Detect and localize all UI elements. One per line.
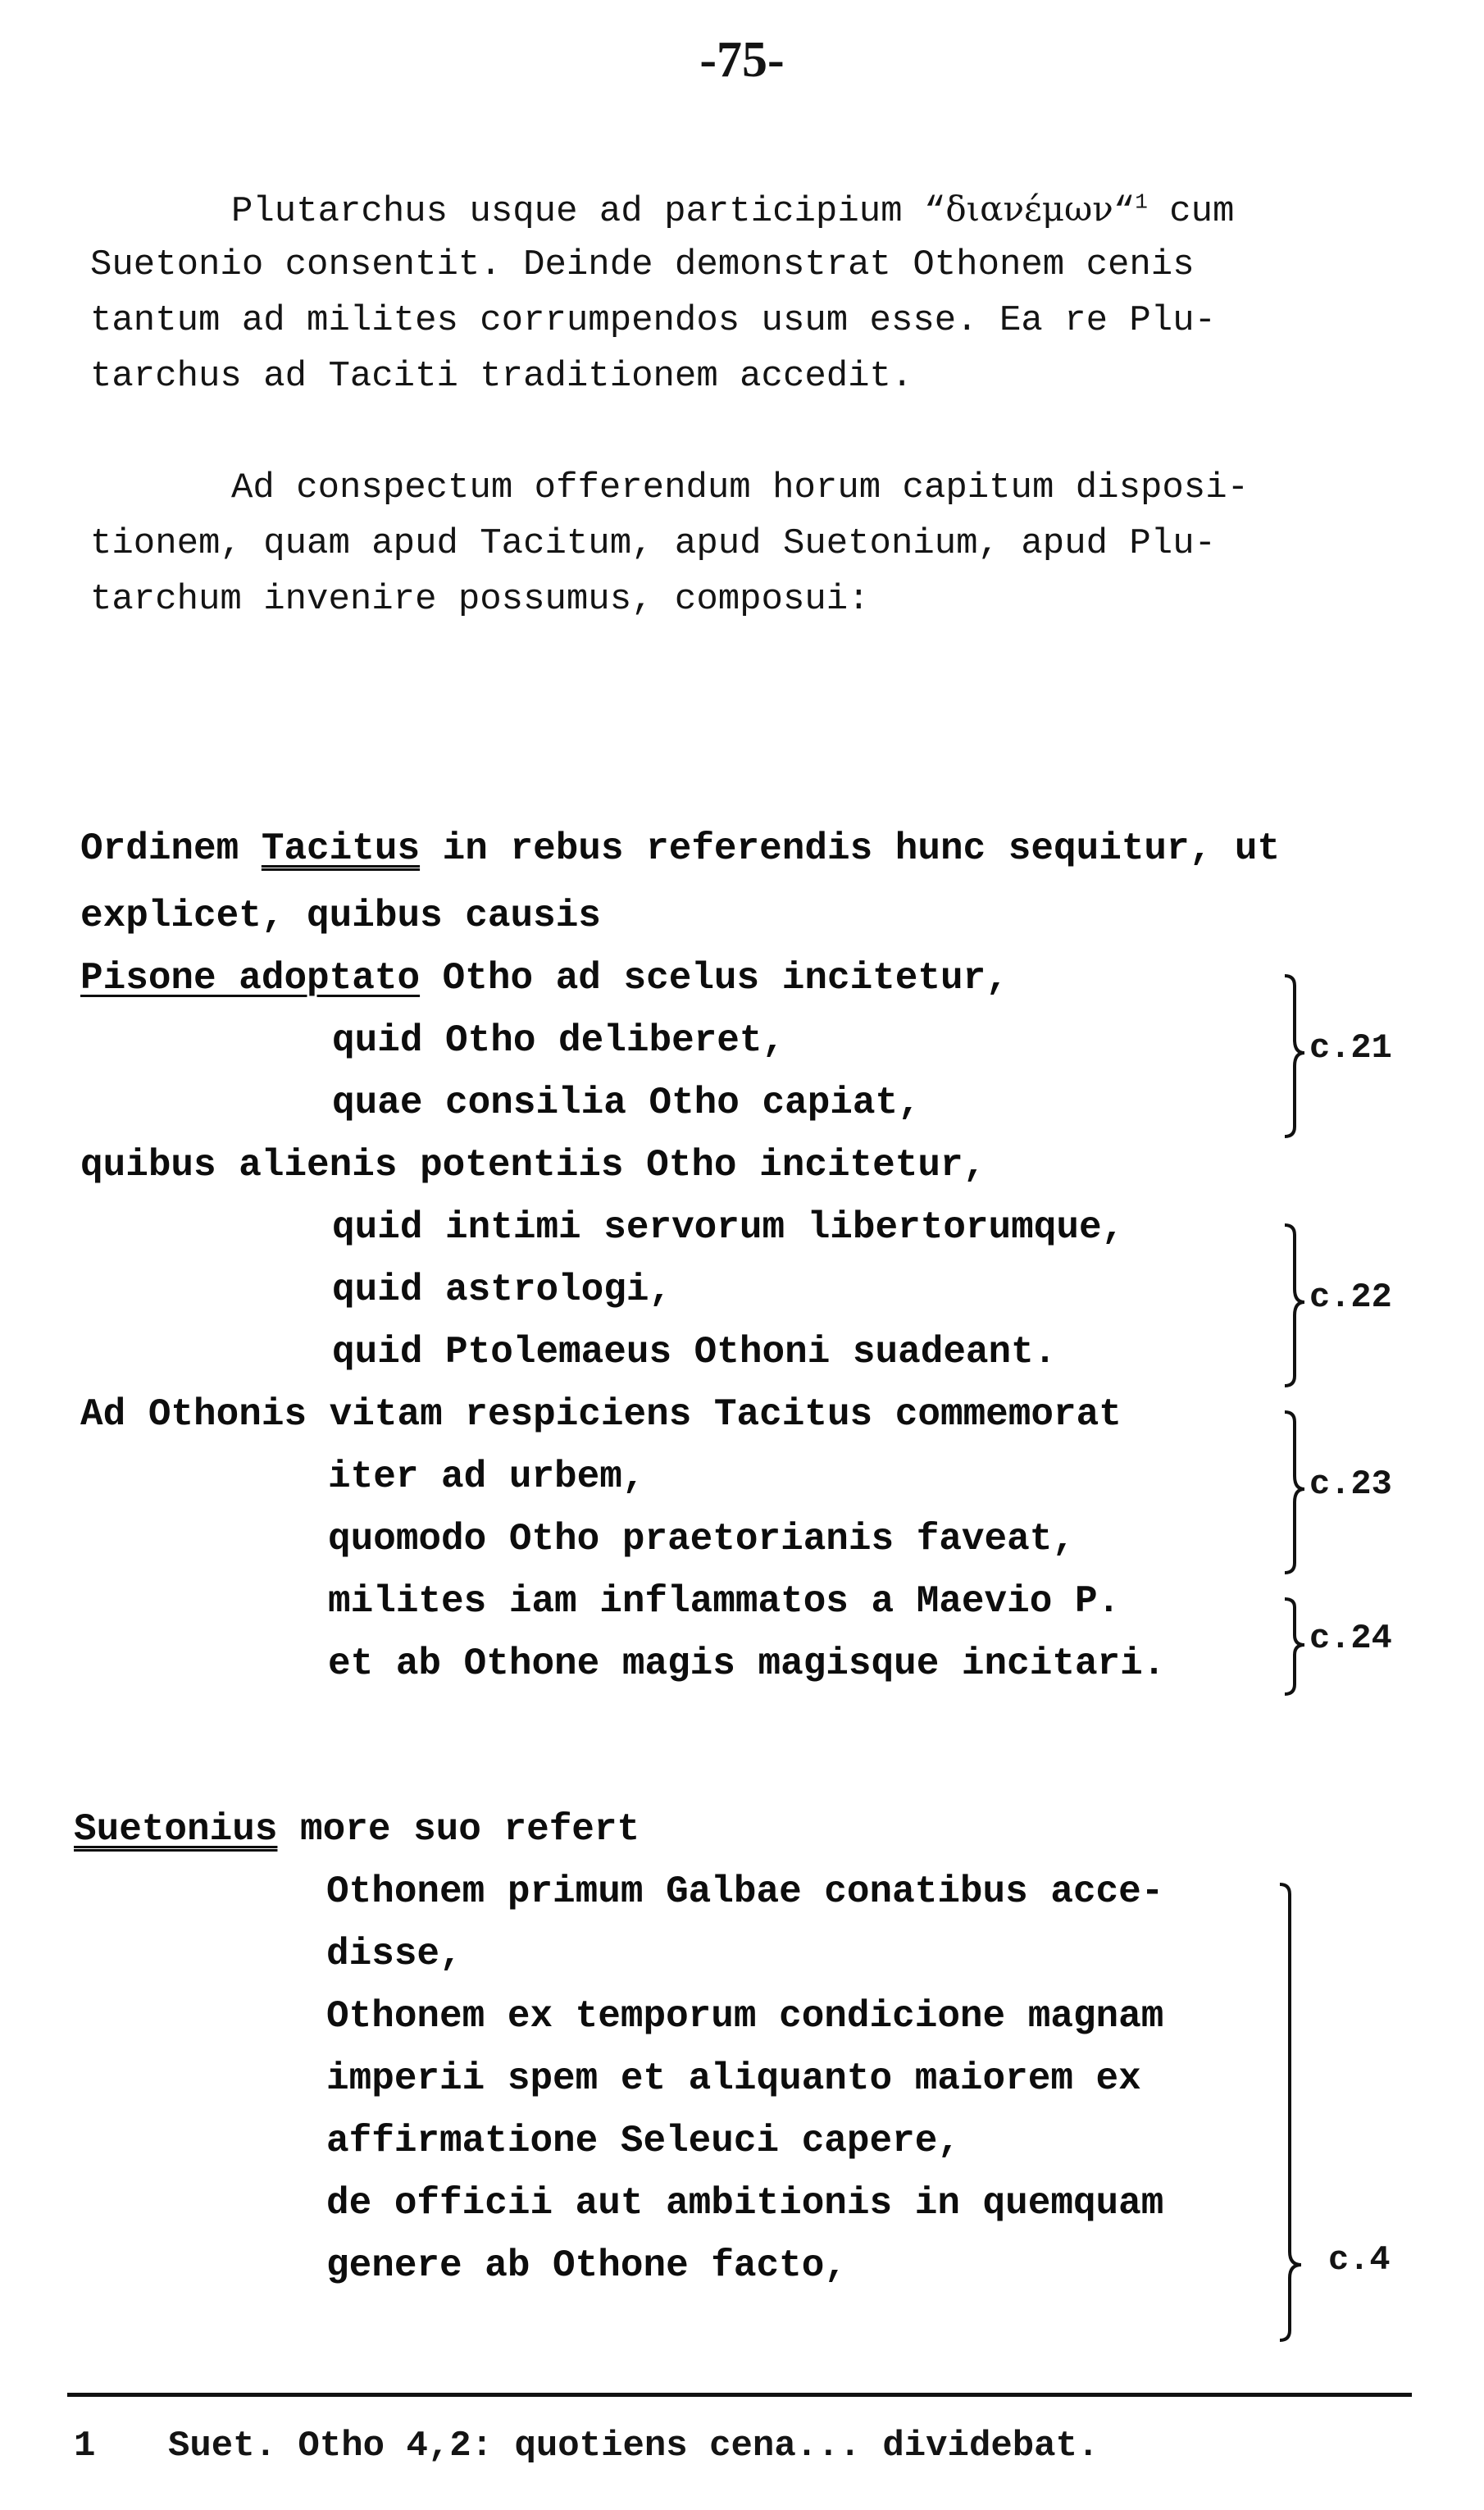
pisone-adoptato-underlined: Pisone adoptato [80,957,421,1000]
suetonius-line-4: Othonem ex temporum condicione magnam [326,1995,1164,2038]
tacitus-line-11: iter ad urbem, [328,1455,645,1498]
paragraph-1-line-2: Suetonio consentit. Deinde demonstrat Othonem cenis [90,244,1195,285]
footnote-number: 1 [74,2426,96,2467]
tacitus-line-3-rest: Otho ad scelus incitetur, [420,957,1008,1000]
suetonius-line-7: de officii aut ambitionis in quemquam [326,2182,1164,2225]
tacitus-intro-word: Ordinem [80,827,262,870]
tacitus-intro-rest: in rebus referendis hunc sequitur, ut [420,827,1281,870]
tacitus-line-5: quae consilia Otho capiat, [332,1082,921,1124]
suetonius-line-6: affirmatione Seleuci capere, [326,2120,960,2162]
author-suetonius: Suetonius [74,1808,278,1851]
tacitus-line-12: quomodo Otho praetorianis faveat, [328,1518,1075,1560]
chapter-ref-c24: c.24 [1309,1619,1392,1658]
greek-participle: διανέμων [945,189,1113,229]
tacitus-line-8: quid astrologi, [332,1269,672,1311]
paragraph-2-line-3: tarchum invenire possumus, composui: [90,579,870,620]
bracket-c4 [1275,1883,1316,2342]
chapter-ref-c21: c.21 [1309,1028,1392,1068]
tacitus-line-4: quid Otho deliberet, [332,1019,785,1062]
paragraph-1-line-4: tarchus ad Taciti traditionem accedit. [90,356,913,397]
suetonius-line-5: imperii spem et aliquanto maiorem ex [326,2057,1141,2100]
chapter-ref-c4: c.4 [1328,2240,1391,2280]
tacitus-line-1 [80,820,1280,877]
chapter-ref-c22: c.22 [1309,1278,1392,1317]
footnote-reference-mark: 1 [1135,189,1148,215]
suetonius-line-3: disse, [326,1933,462,1975]
paragraph-2-line-1: Ad conspectum offerendum horum capitum disposi- [231,467,1250,508]
tacitus-line-2: explicet, quibus causis [80,895,601,937]
chapter-ref-c23: c.23 [1309,1465,1392,1504]
suetonius-line-8: genere ab Othone facto, [326,2244,847,2287]
footnote-separator [67,2393,1412,2397]
suetonius-line-2: Othonem primum Galbae conatibus acce- [326,1870,1164,1913]
tacitus-line-14: et ab Othone magis magisque incitari. [328,1642,1166,1685]
tacitus-line-7: quid intimi servorum libertorumque, [332,1206,1125,1249]
paragraph-1-text-before-greek: Plutarchus usque ad participium “ [231,191,946,232]
tacitus-line-10: Ad Othonis vitam respiciens Tacitus commemorat [80,1393,1122,1436]
closing-quote: “ [1113,191,1136,232]
suetonius-line-1 [74,1801,640,1858]
tacitus-line-13: milites iam inflammatos a Maevio P. [328,1580,1121,1623]
paragraph-1-text-after-greek: cum [1147,191,1235,232]
tacitus-line-9: quid Ptolemaeus Othoni suadeant. [332,1331,1057,1373]
paragraph-1-line-3: tantum ad milites corrumpendos usum esse. Ea re Plu- [90,300,1217,341]
paragraph-2-line-2: tionem, quam apud Tacitum, apud Suetonium, apud Plu- [90,523,1217,564]
page-number: -75- [699,32,785,88]
suetonius-intro-rest: more suo refert [277,1808,640,1851]
tacitus-line-6: quibus alienis potentiis Otho incitetur, [80,1144,986,1187]
footnote-text: Suet. Otho 4,2: quotiens cena... dividebat. [168,2426,1099,2467]
author-tacitus: Tacitus [261,827,421,870]
tacitus-line-3 [80,950,1008,1007]
paragraph-1-line-1 [231,180,1234,240]
